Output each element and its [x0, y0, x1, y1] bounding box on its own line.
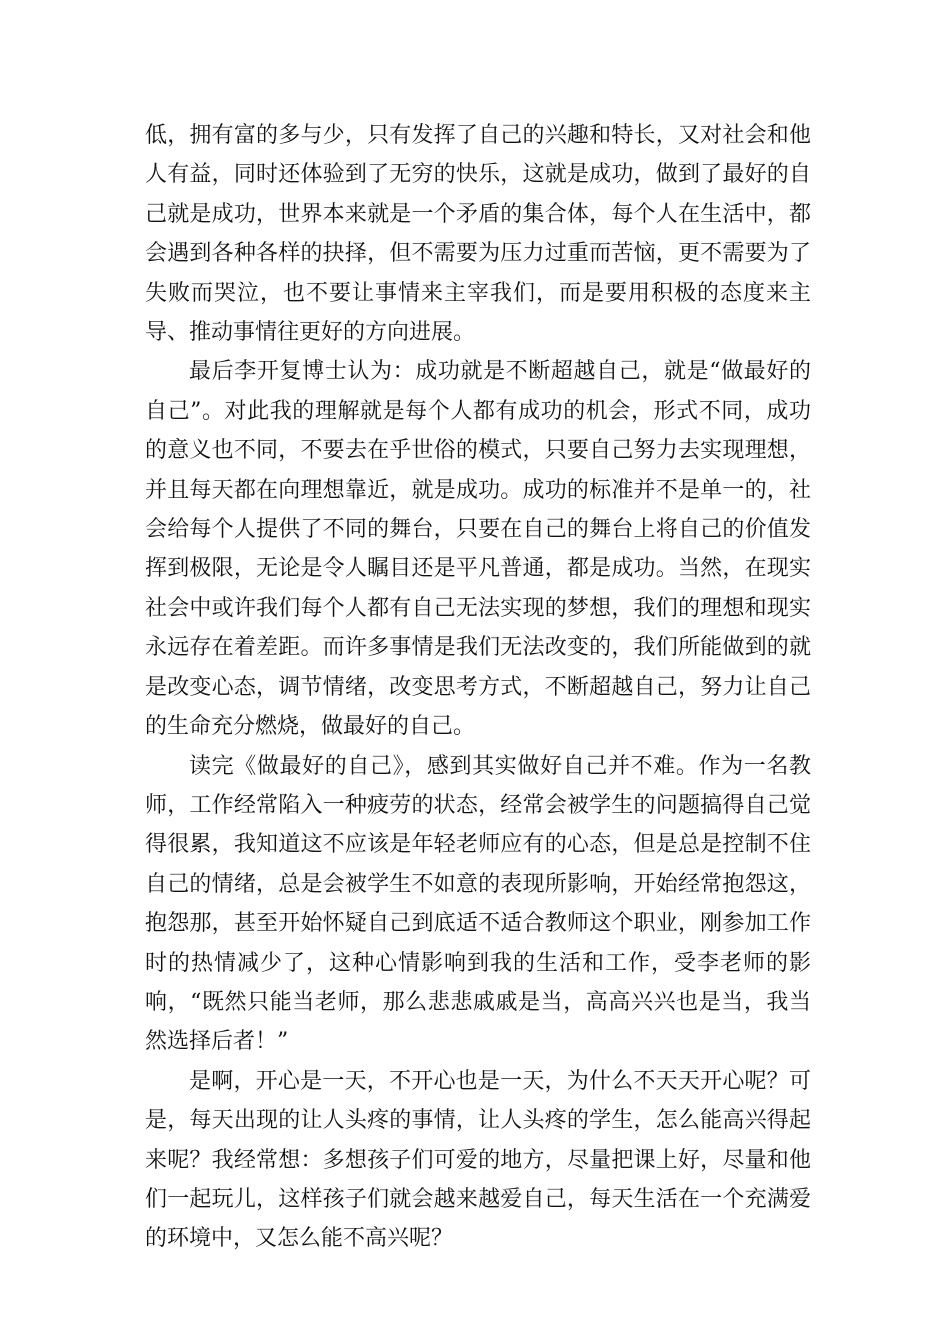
paragraph: 是啊，开心是一天，不开心也是一天，为什么不天天开心呢？可是，每天出现的让人头疼的事情，让人头疼的学生，怎么能高兴得起来呢？我经常想：多想孩子们可爱的地方，尽量把课上好，尽量和他们一起玩儿，这样孩子们就会越来越爱自己，每天生活在一个充满爱的环境中，又怎么能不高兴呢？ [145, 1068, 811, 1252]
paragraph: 读完《做最好的自己》，感到其实做好自己并不难。作为一名教师，工作经常陷入一种疲劳的状态，经常会被学生的问题搞得自己觉得很累，我知道这不应该是年轻老师应有的心态，但是总是控制不住自己的情绪，总是会被学生不如意的表现所影响，开始经常抱怨这，抱怨那，甚至开始怀疑自己到底适不适合教师这个职业，刚参加工作时的热情减少了，这种心情影响到我的生活和工作，受李老师的影响，“既然只能当老师，那么悲悲戚戚是当，高高兴兴也是当，我当然选择后者！” [145, 753, 811, 1055]
paragraph-continued: 低，拥有富的多与少，只有发挥了自己的兴趣和特长，又对社会和他人有益，同时还体验到了无穷的快乐，这就是成功，做到了最好的自己就是成功，世界本来就是一个矛盾的集合体，每个人在生活中，都会遇到各种各样的抉择，但不需要为压力过重而苦恼，更不需要为了失败而哭泣，也不要让事情来主宰我们，而是要用积极的态度来主导、推动事情往更好的方向进展。 [145, 123, 811, 346]
paragraph: 最后李开复博士认为：成功就是不断超越自己，就是“做最好的自己”。对此我的理解就是每个人都有成功的机会，形式不同，成功的意义也不同，不要去在乎世俗的模式，只要自己努力去实现理想，并且每天都在向理想靠近，就是成功。成功的标准并不是单一的，社会给每个人提供了不同的舞台，只要在自己的舞台上将自己的价值发挥到极限，无论是令人瞩目还是平凡普通，都是成功。当然，在现实社会中或许我们每个人都有自己无法实现的梦想，我们的理想和现实永远存在着差距。而许多事情是我们无法改变的，我们所能做到的就是改变心态，调节情绪，改变思考方式，不断超越自己，努力让自己的生命充分燃烧，做最好的自己。 [145, 359, 811, 740]
body-text [145, 116, 811, 1259]
